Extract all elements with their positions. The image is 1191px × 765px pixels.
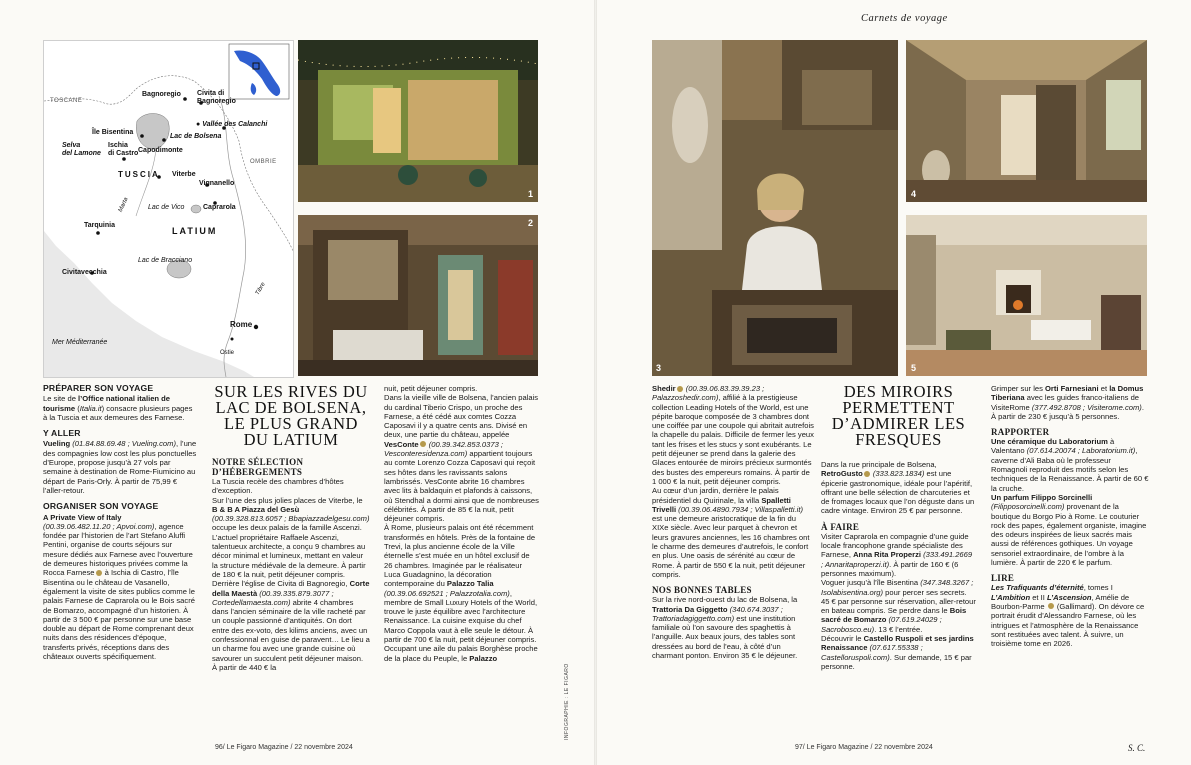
- folio-right: 97/ Le Figaro Magazine / 22 novembre 2024: [795, 744, 933, 751]
- photo-number: 2: [527, 218, 533, 228]
- label-badge-icon: [1048, 603, 1054, 609]
- text-col3-3: À Rome, plusieurs palais ont été récemment transformés en hôtels. Près de la fontaine de Trevi, la plus ancienne école de la Ville éternelle s’est muée en un hôtel exclusif de 26 chambres. Imaginée par le réalisateur Luca Guadagnino, la décoration contemporaine du Palazzo Talia (00.39.06.692521 ; Palazzotalia.com), membre de Small Luxury Hotels of the World, trouve le juste équilibre avec l’architecture Renaissance. La cuisine exquise du chef Marco Coppola vaut à elle seule le détour. À partir de 700 € la nuit, petit déjeuner compris.: [384, 523, 538, 645]
- photo-bedroom: [298, 215, 538, 376]
- text-r1-2: Au cœur d’un jardin, derrière le palais présidentiel du Quirinale, la villa Spalletti Trivelli (00.39.06.4890.7934 ; Villaspalletti.it) est une demeure aristocratique de la fin du XIXe siècle. Avec leur parquet à chevron et leurs gravures anciennes, les 16 chambres ont le charme des demeures d’autrefois, le confort en plus. Une oasis de sérénité au cœur de Rome. À partir de 550 € la nuit, petit déjeuner compris.: [652, 486, 810, 579]
- text-r1-1: Shedir (00.39.06.83.39.39.23 ; Palazzoshedir.com), affilié à la prestigieuse collection Leading Hotels of the World, est une pépite baroque composée de 3 chambres dont une coiffée par une coupole qui abritait autrefois la chapelle du palais. Difficile de fermer les yeux tant les frises et les stucs y sont exubérants. Le petit déjeuner se prend dans la galerie des Glaces entourée de miroirs précieux surmontés des bustes des empereurs romains. À partir de 1 000 € la nuit, petit déjeuner compris.: [652, 384, 814, 486]
- column-hebergements: [212, 384, 370, 672]
- label-lac-bracciano: Lac de Bracciano: [138, 257, 193, 264]
- heading-selection: NOTRE SÉLECTION D’HÉBERGEMENTS: [212, 457, 304, 477]
- photo-fireplace-graphic: [906, 215, 1147, 376]
- text-r3-1: Grimper sur les Orti Farnesiani et la Domus Tiberiana avec les guides franco-italiens de VisiteRome (377.492.8708 ; Visiterome.com). À partir de 230 € jusqu’à 5 personnes.: [991, 384, 1144, 421]
- column-hotels-rome: [384, 384, 540, 663]
- label-calanchi: ● Vallée des Calanchi: [196, 121, 268, 128]
- text-r2-3: Voguer jusqu’à l’île Bisentina (347.348.3267 ; Isolabisentina.org) pour percer ses secrets. 45 € par personne sur réservation, aller-retour en bateau compris. Se perdre dans le Bois sacré de Bomarzo (07.619.24029 ; Sacrobosco.eu). 13 € l’entrée.: [821, 578, 976, 634]
- text-col3-2: Dans la vieille ville de Bolsena, l’ancien palais du cardinal Tiberio Crispo, un proche des Farnese, a été cédé aux comtes Cozza Caposavi il y a quatre cents ans. Divisé en deux, une partie du château, appelée VesConte (00.39.342.853.0373 ; Vesconteresidenza.com) appartient toujours au comte Lorenzo Cozza Caposavi qui reçoit ses hôtes dans les ravissants salons lambrissés. VesConte abrite 16 chambres avec lits à baldaquin et plafonds à caissons, où Stendhal a dormi ainsi que de nombreuses célébrités. À partir de 85 € la nuit, petit déjeuner compris.: [384, 393, 539, 524]
- label-tuscia: TUSCIA: [118, 170, 160, 179]
- text-selection-1: La Tuscia recèle des chambres d’hôtes d’exception.: [212, 477, 344, 496]
- label-tarquinia: Tarquinia: [84, 222, 115, 229]
- label-badge-icon: [420, 441, 426, 447]
- text-r2-4: Découvrir le Castello Ruspoli et ses jardins Renaissance (07.617.55338 ; Castelloruspoli.com). Sur demande, 15 € par personne.: [821, 634, 974, 671]
- label-lac-vico: Lac de Vico: [148, 204, 185, 211]
- label-rome: Rome: [230, 320, 253, 329]
- text-col3-4: Occupant une aile du palais Borghèse proche de la place du Peuple, le Palazzo: [384, 644, 538, 663]
- text-organiser: A Private View of Italy (00.39.06.482.11.20 ; Apvoi.com), agence fondée par l’historien de l’art Stefano Aluffi Pentini, organise de courts séjours sur mesure dédiés aux Farnese avec l’ouverture de demeures historiques privées comme la Rocca Farnese à Ischia di Castro, l’île Bisentina ou le château de Vasanello, également la visite de sites publics comme le palais Farnese de Caprarola ou le Bois sacré de Bomarzo, accompagné d’un historien. À partir de 3 500 € par personne sur une base double au départ de Rome comprenant deux nuits dans des résidences d’époque, transferts privés, réceptions dans des châteaux ouverts spécifiquement.: [43, 512, 195, 662]
- label-ombrie: OMBRIE: [250, 159, 277, 165]
- label-badge-icon: [864, 471, 870, 477]
- label-marta: Marta: [117, 196, 130, 214]
- column-rapporter: [991, 384, 1149, 648]
- text-selection-3: Derrière l’église de Civita di Bagnoregio, Corte della Maestà (00.39.335.879.3077 ; Cortedellamaesta.com) abrite 4 chambres dans l’ancien séminaire de la ville racheté par un couple passionné d’antiquités. On dort entre des ex-voto, des kilims anciens, avec un confessionnal en guise de paravent… Le lieu a un charme fou avec une grande cuisine où savourer un succulent petit déjeuner maison. À partir de 440 € la: [212, 579, 370, 672]
- map: [43, 40, 294, 378]
- label-ile-bisentina: Île Bisentina: [92, 129, 134, 136]
- heading-rapporter: RAPPORTER: [991, 427, 1050, 438]
- text-y-aller: Vueling (01.84.88.69.48 ; Vueling.com), l’une des compagnies low cost les plus ponctuelles d’Europe, propose jusqu’à 27 vols par semaine à destination de Rome-Fiumicino au départ de Paris-Orly. À partir de 75,99 € l’aller-retour.: [43, 439, 197, 495]
- column-faire: [821, 384, 976, 671]
- text-r2-2: Visiter Caprarola en compagnie d’une guide locale francophone grande spécialiste des Farnese, Anna Rita Properzi (333.491.2669 ; Annaritaproperzi.it). À partir de 160 € (6 personnes maximum).: [821, 531, 973, 578]
- text-r3-2: Une céramique du Laboratorium à Valentano (07.614.20074 ; Laboratorium.it), caverne d’Ali Baba où le professeur Romagnoli reproduit des motifs selon les techniques de la Renaissance. À partir de 60 € la cruche.: [991, 437, 1149, 493]
- text-r3-4: Les Trafiquants d’éternité, tomes I L’Ambition et II L’Ascension, Amélie de Bourbon-Parme (Gallimard). On dévore ce portrait érudit d’Alessandro Farnese, où les intrigues et l’atmosphère de la Renaissance sont restituées avec talent. À suivre, un troisième tome en 2026.: [991, 583, 1145, 649]
- heading-preparer: PRÉPARER SON VOYAGE: [43, 383, 154, 393]
- label-selva: Selva del Lamone: [62, 142, 101, 157]
- label-badge-icon: [677, 386, 683, 392]
- label-latium: LATIUM: [172, 226, 218, 236]
- photo-bedroom-graphic: [298, 215, 538, 376]
- infographic-credit: INFOGRAPHIE : LE FIGARO: [564, 663, 570, 740]
- label-lac-bolsena: Lac de Bolsena: [170, 133, 222, 140]
- label-vignanello: Vignanello: [199, 180, 235, 187]
- label-capodimonte: Capodimonte: [138, 147, 183, 154]
- photo-gallery-graphic: [906, 40, 1147, 202]
- label-toscane: TOSCANE: [50, 98, 83, 104]
- heading-faire: À FAIRE: [821, 521, 860, 532]
- article-subtitle: DES MIROIRS PERMETTENT D’ADMIRER LES FRESQUES: [831, 382, 966, 449]
- heading-lire: LIRE: [991, 573, 1015, 584]
- label-viterbe: Viterbe: [172, 171, 196, 178]
- photo-number: 4: [911, 189, 917, 199]
- photo-terrace-graphic: [298, 40, 538, 202]
- label-ostie: Ostie: [220, 350, 235, 356]
- label-civita: Civita di Bagnoregio: [197, 90, 236, 105]
- text-r2-1: Dans la rue principale de Bolsena, RetroGusto (333.823.1834) est une épicerie gastronomique, idéale pour l’apéritif, offrant une belle sélection de charcuteries et de fromages locaux que l’on déguste dans un cadre vintage. Environ 25 € par personne.: [821, 460, 975, 516]
- author-signature: S. C.: [1128, 743, 1146, 753]
- article-title: SUR LES RIVES DU LAC DE BOLSENA, LE PLUS GRAND DU LATIUM: [214, 382, 368, 449]
- heading-y-aller: Y ALLER: [43, 428, 81, 439]
- label-tibre: Tibre: [254, 281, 267, 297]
- page-gutter: [594, 0, 597, 765]
- heading-tables: NOS BONNES TABLES: [652, 585, 752, 596]
- column-shedir: [652, 384, 814, 660]
- text-selection-2: Sur l’une des plus jolies places de Viterbe, le B & B A Piazza del Gesù (00.39.328.813.6057 ; Bbapiazzadelgesu.com) occupe les deux palais de la famille Ascenzi. L’actuel propriétaire Raffaele Ascenzi, talentueux architecte, a conçu 9 chambres au décor minimal et lumineux, mettant en valeur la structure médiévale de la demeure. À partir de 180 € la nuit, petit déjeuner compris.: [212, 495, 370, 579]
- section-header: Carnets de voyage: [861, 13, 948, 24]
- photo-palace-graphic: [652, 40, 898, 376]
- photo-number: 3: [656, 363, 662, 373]
- column-preparer: [43, 384, 198, 661]
- label-civitavecchia: Civitavecchia: [62, 269, 107, 276]
- photo-palace-portrait: [652, 40, 898, 376]
- label-mer: Mer Méditerranée: [52, 339, 108, 346]
- label-bagnoregio: Bagnoregio: [142, 91, 181, 98]
- photo-number: 1: [527, 189, 533, 199]
- photo-fireplace-room: [906, 215, 1147, 376]
- label-caprarola: Caprarola: [203, 204, 236, 211]
- text-r3-3: Un parfum Filippo Sorcinelli (Filipposorcinelli.com) provenant de la boutique du Borgo Pio à Rome. Le couturier rock des papes, également organiste, imagine des odeurs inspirées de lieux sacrés mais aussi de références gothiques. Un voyage sensoriel extraordinaire, de l’ombre à la lumière. À partir de 220 € le parfum.: [991, 492, 1147, 568]
- folio-left: 96/ Le Figaro Magazine / 22 novembre 2024: [215, 744, 353, 751]
- text-preparer: Le site de l’Office national italien de tourisme (Italia.it) consacre plusieurs pages à la Tuscia et aux demeures des Farnese.: [43, 394, 193, 422]
- heading-organiser: ORGANISER SON VOYAGE: [43, 501, 159, 512]
- photo-gallery: [906, 40, 1147, 202]
- text-col3-1: nuit, petit déjeuner compris.: [384, 384, 478, 393]
- photo-number: 5: [911, 363, 917, 373]
- photo-terrace: [298, 40, 538, 202]
- label-badge-icon: [96, 570, 102, 576]
- label-ischia: Ischia di Castro: [108, 142, 139, 157]
- text-r1-3: Sur la rive nord-ouest du lac de Bolsena, la Trattoria Da Giggetto (340.674.3037 ; Trattoriadagiggetto.com) est une institution familiale où l’on savoure des spaghettis à l’anguille. Aux beaux jours, des tables sont dressées au bord de l’eau, à côté d’un charmant ponton. Environ 35 € le déjeuner.: [652, 595, 798, 661]
